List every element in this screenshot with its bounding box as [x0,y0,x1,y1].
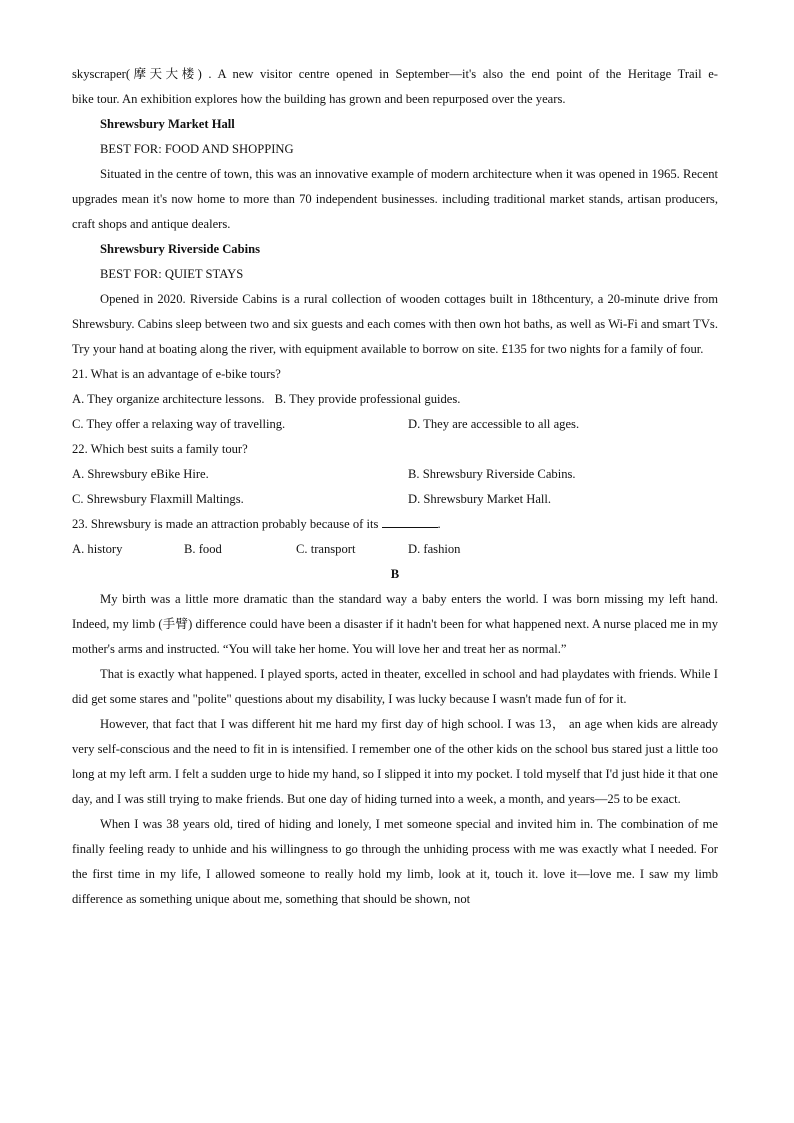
riverside-cabins-paragraph: Opened in 2020. Riverside Cabins is a rural collection of wooden cottages built in 18thcentury, a 20-minute drive from Shrewsbury. Cabins sleep between two and six guests and each comes with then own hot baths, as well as Wi-Fi and smart TVs. Try your hand at boating along the river, with equipment available to borrow on site. £135 for two nights for a family of four. [72,292,718,356]
section-b-paragraph: However, that fact that I was different hit me hard my first day of high school. I was 13， an age when kids are already very self-conscious and the need to fit in is intensified. I remember one of the other kids on the school bus stared just a little too long at my left arm. I felt a sudden urge to hide my hand, so I slipped it into my pocket. I told myself that I'd just hide it that one day, and I was still trying to make friends. But one day of hiding turned into a week, a month, and years—25 to be exact. [72,717,718,806]
section-b-label: B [390,567,400,581]
question-options [72,387,718,412]
option-a: A. They organize architecture lessons. [72,392,265,406]
option-b: B. food [184,542,222,556]
question-stem [72,512,718,537]
question-options [72,462,718,487]
option-b: B. Shrewsbury Riverside Cabins. [408,467,576,481]
option-c: C. transport [296,542,356,556]
option-a: A. Shrewsbury eBike Hire. [72,467,209,481]
question-options [72,537,718,562]
document-page [72,62,718,912]
section-b-paragraph: My birth was a little more dramatic than the standard way a baby enters the world. I was born missing my left hand. Indeed, my limb (手臂) difference could have been a disaster if it hadn't been for what happened next. A nurse placed me in my mother's arms and instructed. “You will take her home. You will love her and treat her as normal.” [72,592,718,656]
market-hall-paragraph: Situated in the centre of town, this was an innovative example of modern architecture when it was opened in 1965. Recent upgrades mean it's now home to more than 70 independent businesses. including traditional market stands, artisan producers, craft shops and antique dealers. [72,167,718,231]
section-b-paragraph: That is exactly what happened. I played sports, acted in theater, excelled in school and had playdates with friends. While I did get some stares and "polite" questions about my disability, I was lucky because I wasn't made fun of for it. [72,667,718,706]
section-heading-riverside-cabins: Shrewsbury Riverside Cabins [100,242,261,256]
passage-a-intro-line: skyscraper(摩天大楼) . A new visitor centre opened in September—it's also the end point of the Heritage Trail e- [72,67,718,81]
question-options [72,487,718,512]
answer-blank [382,513,438,528]
option-c: C. Shrewsbury Flaxmill Maltings. [72,492,244,506]
option-b: B. They provide professional guides. [274,392,461,406]
question-stem: 22. Which best suits a family tour? [72,442,248,456]
option-d: D. They are accessible to all ages. [408,417,580,431]
option-d: D. fashion [408,542,461,556]
option-a: A. history [72,542,123,556]
option-d: D. Shrewsbury Market Hall. [408,492,552,506]
question-stem-end: . [437,517,441,531]
question-options [72,412,718,437]
best-for-label: BEST FOR: FOOD AND SHOPPING [100,142,294,156]
passage-a-intro-line: bike tour. An exhibition explores how the building has grown and been repurposed over the years. [72,92,566,106]
option-c: C. They offer a relaxing way of travelling. [72,417,286,431]
best-for-label: BEST FOR: QUIET STAYS [100,267,244,281]
section-heading-market-hall: Shrewsbury Market Hall [100,117,235,131]
question-stem: 21. What is an advantage of e-bike tours? [72,367,281,381]
section-b-paragraph: When I was 38 years old, tired of hiding and lonely, I met someone special and invited him in. The combination of me finally feeling ready to unhide and his willingness to go through the unhiding process with me was exactly what I needed. For the first time in my life, I allowed someone to really hold my limb, look at it, touch it. love it—love me. I saw my limb difference as something unique about me, something that should be shown, not [72,817,718,906]
question-stem-text: 23. Shrewsbury is made an attraction probably because of its [72,517,379,531]
